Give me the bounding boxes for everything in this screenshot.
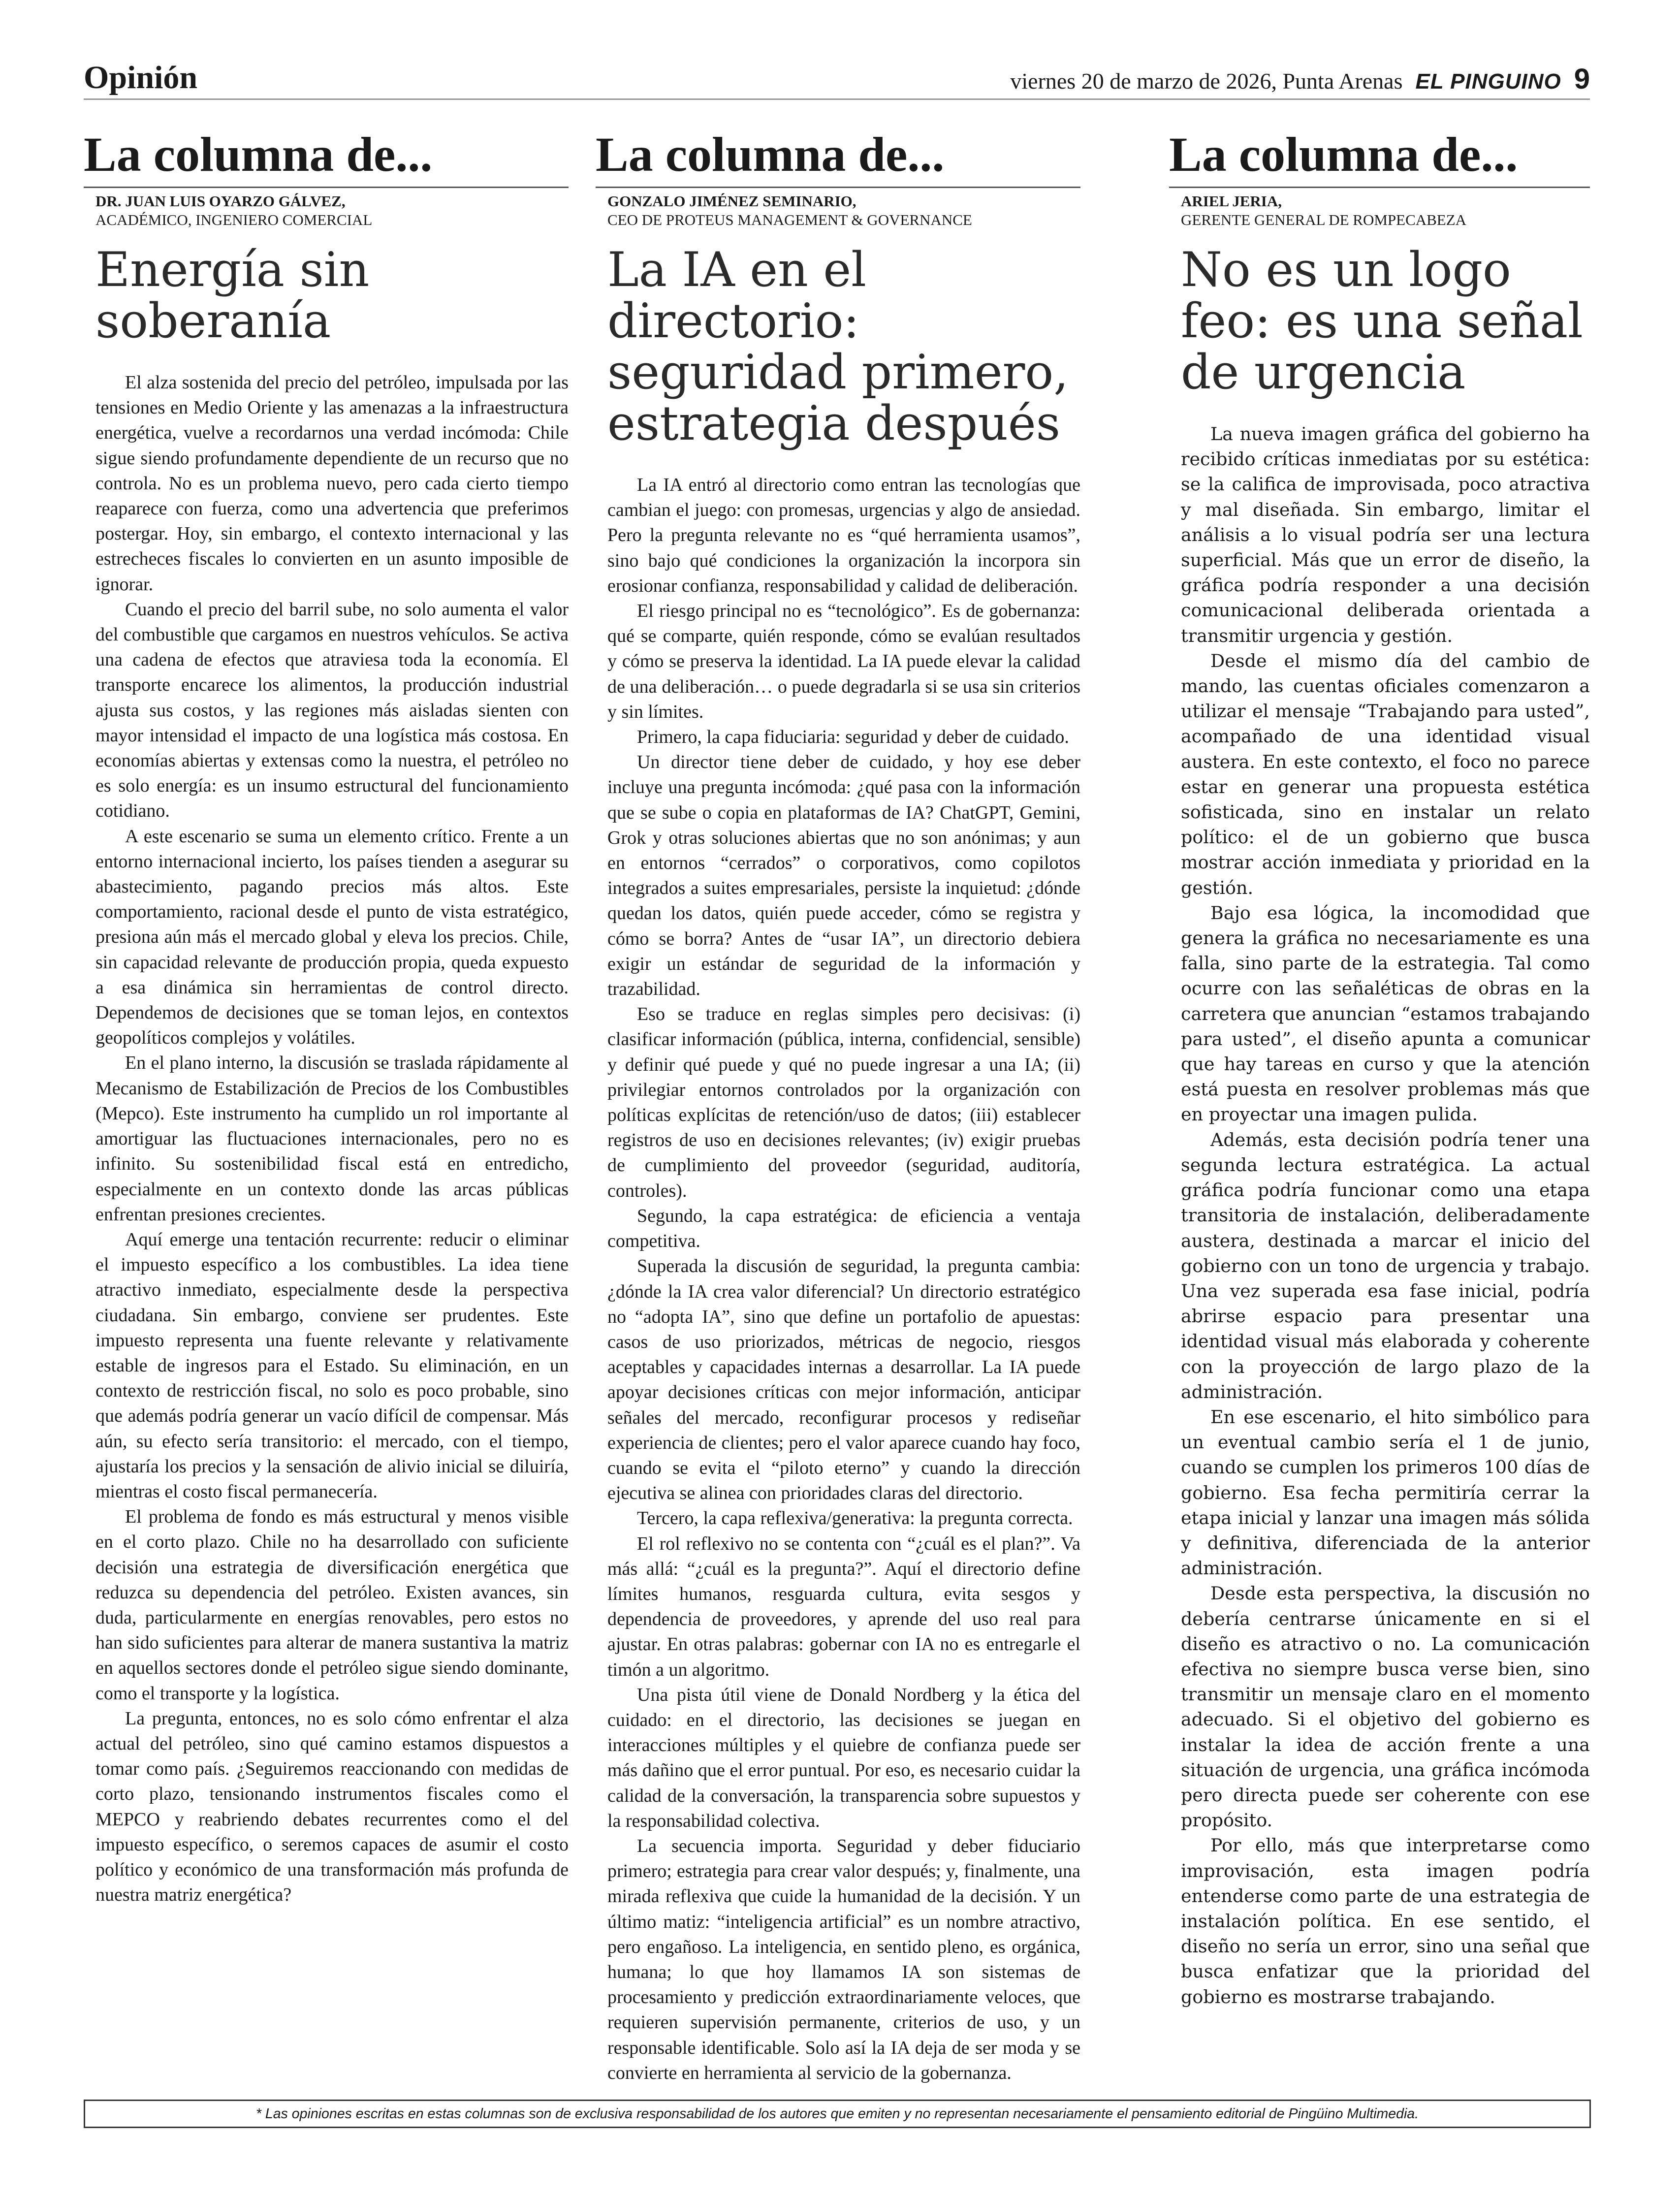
author-name: ARIEL JERIA, [1181, 192, 1282, 210]
paragraph: El problema de fondo es más estructural y menos visible en el corto plazo. Chile no ha desarrollado con suficiente decisión una estrategia de diversificación energética que reduzca su dependencia del petróleo. Existen avances, sin duda, particularmente en energías renovables, pero estos no han sido suficientes para alterar de manera sustantiva la matriz en aquellos sectores donde el petróleo sigue siendo dominante, como el transporte y la logística. [95, 1506, 569, 1704]
opinion-column-3 [1169, 126, 1590, 2009]
paragraph: Eso se traduce en reglas simples pero decisivas: (i) clasificar información (pública, interna, confidencial, sensible) y definir qué puede y qué no puede ingresar a una IA; (ii) privilegiar entornos controlados por la organización con políticas explícitas de retención/uso de datos; (iii) establecer registros de uso en decisiones relevantes; (iv) exigir pruebas de cumplimiento del proveedor (seguridad, auditoría, controles). [607, 1004, 1080, 1201]
issue-date: viernes 20 de marzo de 2026, Punta Arenas [1010, 68, 1403, 94]
author-name: DR. JUAN LUIS OYARZO GÁLVEZ, [95, 192, 346, 210]
paragraph: A este escenario se suma un elemento crítico. Frente a un entorno internacional incierto, los países tienden a asegurar su abastecimiento, pagando precios más altos. Este comportamiento, racional desde el punto de vista estratégico, presiona aún más el mercado global y eleva los precios. Chile, sin capacidad relevante de producción propia, queda expuesto a esa dinámica sin herramientas de control directo. Dependemos de decisiones que se toman lejos, en contextos geopolíticos complejos y volátiles. [95, 826, 569, 1049]
column-kicker: La columna de... [84, 126, 569, 188]
article-title: Energía sin soberanía [95, 242, 370, 349]
paragraph: Un director tiene deber de cuidado, y hoy ese deber incluye una pregunta incómoda: ¿qué pasa con la información que se sube o copia en plataformas de IA? ChatGPT, Gemini, Grok y otras soluciones abiertas que no son anónimas; y aun en entornos “cerrados” o corporativos, como copilotos integrados a suites empresariales, persiste la inquietud: ¿dónde quedan los datos, quién puede acceder, cómo se registra y cómo se borra? Antes de “usar IA”, un directorio debiera exigir un estándar de seguridad de la información y trazabilidad. [607, 752, 1080, 1000]
paragraph: Segundo, la capa estratégica: de eficiencia a ventaja competitiva. [607, 1205, 1080, 1252]
paragraph: Desde el mismo día del cambio de mando, las cuentas oficiales comenzaron a utilizar el mensaje “Trabajando para usted”, acompañado de una identidad visual austera. En este contexto, el foco no parece estar en generar una propuesta estética sofisticada, sino en instalar un relato político: el de un gobierno que busca mostrar acción inmediata y prioridad en la gestión. [1181, 650, 1590, 898]
page-header [84, 59, 1590, 100]
article-body [1181, 421, 1590, 2009]
header-info [1010, 63, 1590, 96]
author-role: CEO DE PROTEUS MANAGEMENT & GOVERNANCE [607, 211, 972, 228]
paragraph: La nueva imagen gráfica del gobierno ha recibido críticas inmediatas por su estética: se la califica de improvisada, poco atractiva y mal diseñada. Sin embargo, limitar el análisis a lo visual podría ser una lectura superficial. Más que un error de diseño, la gráfica podría responder a una decisión comunicacional deliberada orientada a transmitir urgencia y gestión. [1181, 423, 1590, 646]
column-kicker: La columna de... [596, 126, 1080, 188]
paragraph: Tercero, la capa reflexiva/generativa: la pregunta correcta. [637, 1508, 1073, 1529]
paragraph: La IA entró al directorio como entran las tecnologías que cambian el juego: con promesas, urgencias y algo de ansiedad. Pero la pregunta relevante no es “qué herramienta usamos”, sino bajo qué condiciones la organización la incorpora sin erosionar confianza, responsabilidad y calidad de deliberación. [607, 475, 1080, 596]
paragraph: Cuando el precio del barril sube, no solo aumenta el valor del combustible que cargamos en nuestros vehículos. Se activa una cadena de efectos que atraviesa toda la economía. El transporte encarece los alimentos, la producción industrial ajusta sus costos, y las regiones más aisladas sienten con mayor intensidad el impacto de una logística más costosa. En economías abiertas y extensas como la nuestra, el petróleo no es solo energía: es un insumo estructural del funcionamiento cotidiano. [95, 599, 569, 822]
opinion-column-1 [84, 126, 569, 1908]
article-body [95, 370, 569, 1908]
author-role: ACADÉMICO, INGENIERO COMERCIAL [95, 211, 373, 228]
paragraph: Superada la discusión de seguridad, la pregunta cambia: ¿dónde la IA crea valor diferencial? Un directorio estratégico no “adopta IA”, sino que define un portafolio de apuestas: casos de uso priorizados, métricas de negocio, riesgos aceptables y capacidades internas a desarrollar. La IA puede apoyar decisiones críticas con mejor información, anticipar señales del mercado, reconfigurar procesos y rediseñar experiencia de clientes; pero el valor aparece cuando hay foco, cuando se evita el “piloto eterno” y cuando la dirección ejecutiva se alinea con prioridades claras del directorio. [607, 1256, 1080, 1504]
paragraph: En ese escenario, el hito simbólico para un eventual cambio sería el 1 de junio, cuando se cumplen los primeros 100 días de gobierno. Esa fecha permitiría cerrar la etapa inicial y lanzar una imagen más sólida y definitiva, diferenciada de la anterior administración. [1181, 1406, 1590, 1579]
paragraph: Desde esta perspectiva, la discusión no debería centrarse únicamente en si el diseño es atractivo o no. La comunicación efectiva no siempre busca verse bien, sino transmitir un mensaje claro en el momento adecuado. Si el objetivo del gobierno es instalar la idea de acción frente a una situación de urgencia, una gráfica incómoda pero directa puede ser coherente con ese propósito. [1181, 1583, 1590, 1831]
paragraph: El riesgo principal no es “tecnológico”. Es de gobernanza: qué se comparte, quién responde, cómo se evalúan resultados y cómo se preserva la identidad. La IA puede elevar la calidad de una deliberación… o puede degradarla si se usa sin criterios y sin límites. [607, 601, 1080, 722]
author-name: GONZALO JIMÉNEZ SEMINARIO, [607, 192, 856, 210]
article-body [607, 473, 1080, 2086]
paragraph: Bajo esa lógica, la incomodidad que genera la gráfica no necesariamente es una falla, sino parte de la estrategia. Tal como ocurre con las señaléticas de obras en la carretera que anuncian “estamos trabajando para usted”, el diseño apunta a comunicar que hay tareas en curso y que la atención está puesta en resolver problemas más que en proyectar una imagen pulida. [1181, 902, 1590, 1125]
paragraph: Primero, la capa fiduciaria: seguridad y deber de cuidado. [637, 727, 1069, 748]
paragraph: El alza sostenida del precio del petróleo, impulsada por las tensiones en Medio Oriente y las amenazas a la infraestructura energética, vuelve a recordarnos una verdad incómoda: Chile sigue siendo profundamente dependiente de un recurso que no controla. No es un problema nuevo, pero cada cierto tiempo reaparece con fuerza, como una advertencia que preferimos postergar. Hoy, sin embargo, el contexto internacional y las estrecheces fiscales lo convierten en un asunto imposible de ignorar. [95, 372, 569, 595]
paragraph: El rol reflexivo no se contenta con “¿cuál es el plan?”. Va más allá: “¿cuál es la pregunta?”. Aquí el directorio define límites humanos, resguarda cultura, evita sesgos y dependencia de proveedores, y aprende del uso real para ajustar. En otras palabras: gobernar con IA no es entregarle el timón a un algoritmo. [607, 1533, 1080, 1680]
paragraph: En el plano interno, la discusión se traslada rápidamente al Mecanismo de Estabilización de Precios de los Combustibles (Mepco). Este instrumento ha cumplido un rol importante al amortiguar las fluctuaciones internacionales, pero no es infinito. Su sostenibilidad fiscal está en entredicho, especialmente en un contexto donde las arcas públicas enfrentan presiones crecientes. [95, 1052, 569, 1225]
newspaper-logo: EL PINGUINO [1415, 69, 1561, 94]
opinion-column-2 [596, 126, 1080, 2086]
paragraph: Una pista útil viene de Donald Nordberg y la ética del cuidado: en el directorio, las decisiones se juegan en interacciones múltiples y el quiebre de confianza puede ser más dañino que el error puntual. Por eso, es necesario cuidar la calidad de la conversación, la transparencia sobre supuestos y la responsabilidad colectiva. [607, 1684, 1080, 1831]
article-title: No es un logo feo: es una señal de urgencia [1181, 242, 1583, 400]
paragraph: Además, esta decisión podría tener una segunda lectura estratégica. La actual gráfica podría funcionar como una etapa transitoria de instalación, deliberadamente austera, destinada a marcar el inicio del gobierno con un tono de urgencia y trabajo. Una vez superada esa fase inicial, podría abrirse espacio para presentar una identidad visual más elaborada y coherente con la proyección de largo plazo de la administración. [1181, 1129, 1590, 1402]
paragraph: La secuencia importa. Seguridad y deber fiduciario primero; estrategia para crear valor después; y, finalmente, una mirada reflexiva que cuide la humanidad de la decisión. Y un último matiz: “inteligencia artificial” es un nombre atractivo, pero engañoso. La inteligencia, en sentido pleno, es orgánica, humana; lo que hoy llamamos IA son sistemas de procesamiento y predicción extraordinariamente veloces, que requieren supervisión permanente, criterios de uso, y un responsable identificable. Solo así la IA deja de ser moda y se convierte en herramienta al servicio de la gobernanza. [607, 1835, 1080, 2083]
article-title: La IA en el directorio: seguridad primero, estrategia después [607, 242, 1069, 451]
author-role: GERENTE GENERAL DE ROMPECABEZA [1181, 211, 1467, 228]
paragraph: La pregunta, entonces, no es solo cómo enfrentar el alza actual del petróleo, sino qué camino estamos dispuestos a tomar como país. ¿Seguiremos reaccionando con medidas de corto plazo, tensionando instrumentos fiscales como el MEPCO y reabriendo debates recurrentes como el del impuesto específico, o seremos capaces de asumir el costo político y económico de una transformación más profunda de nuestra matriz energética? [95, 1708, 569, 1906]
paragraph: Aquí emerge una tentación recurrente: reducir o eliminar el impuesto específico a los combustibles. La idea tiene atractivo inmediato, especialmente desde la perspectiva ciudadana. Sin embargo, conviene ser prudentes. Este impuesto representa una fuente relevante y relativamente estable de ingresos para el Estado. Su eliminación, en un contexto de restricción fiscal, no solo es poco probable, sino que además podría generar un vacío difícil de compensar. Más aún, su efecto sería transitorio: el mercado, con el tiempo, ajustaría los precios y la sensación de alivio inicial se diluiría, mientras el costo fiscal permanecería. [95, 1229, 569, 1502]
section-name: Opinión [84, 60, 198, 96]
column-kicker: La columna de... [1169, 126, 1590, 188]
disclaimer-box: * Las opiniones escritas en estas columnas son de exclusiva responsabilidad de los autores que emiten y no representan necesariamente el pensamiento editorial de Pingüino Multimedia. [84, 2100, 1591, 2128]
page-number: 9 [1574, 63, 1590, 95]
paragraph: Por ello, más que interpretarse como improvisación, esta imagen podría entenderse como parte de una estrategia de instalación política. En ese sentido, el diseño no sería un error, sino una señal que busca enfatizar que la prioridad del gobierno es mostrarse trabajando. [1181, 1835, 1590, 2007]
